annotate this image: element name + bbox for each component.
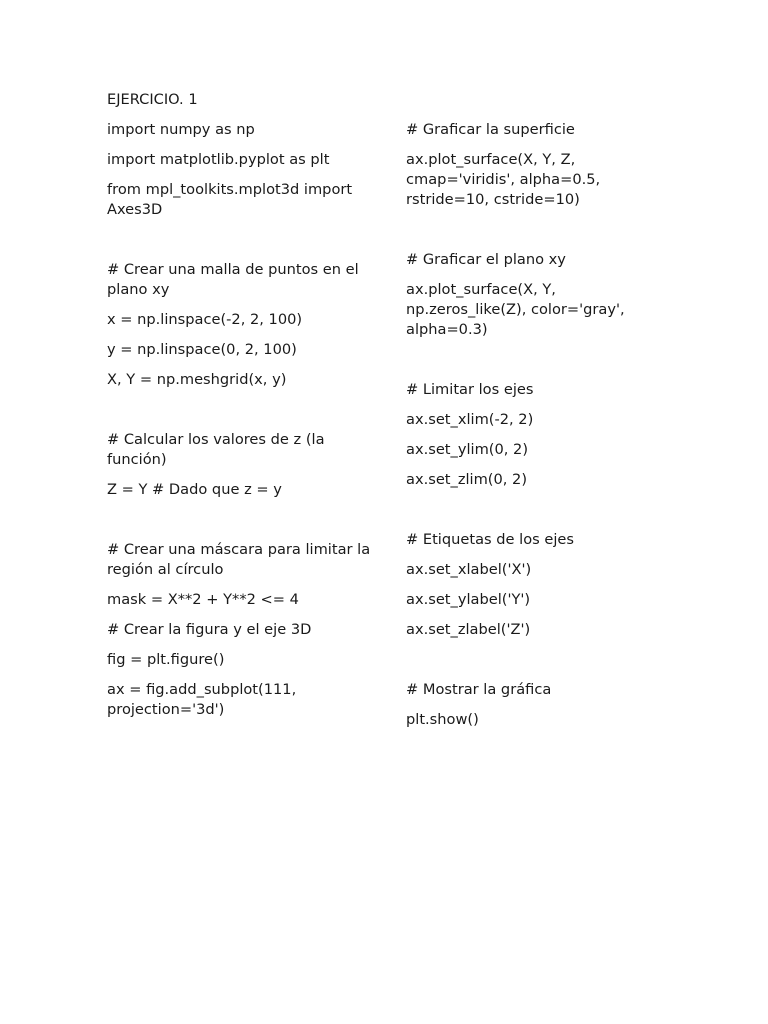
code-comment: # Calcular los valores de z (la función) — [107, 431, 325, 468]
blank-line — [107, 510, 377, 540]
code-line: ax.set_xlabel('X') — [406, 561, 532, 578]
code-line: ax.set_xlim(-2, 2) — [406, 411, 534, 428]
code-line: ax = fig.add_subplot(111, projection='3d') — [107, 681, 297, 718]
code-comment: # Crear la figura y el eje 3D — [107, 621, 312, 638]
code-line: ax.set_ylim(0, 2) — [406, 441, 529, 458]
code-comment: # Crear una máscara para limitar la región al círculo — [107, 541, 371, 578]
code-line: ax.plot_surface(X, Y, Z, cmap='viridis', alpha=0.5, rstride=10, cstride=10) — [406, 151, 601, 208]
code-line: x = np.linspace(-2, 2, 100) — [107, 311, 303, 328]
code-line: ax.set_zlim(0, 2) — [406, 471, 528, 488]
document-title: EJERCICIO. 1 — [107, 91, 198, 108]
code-comment: # Graficar el plano xy — [406, 251, 566, 268]
code-line: y = np.linspace(0, 2, 100) — [107, 341, 297, 358]
blank-line — [107, 400, 377, 430]
left-column — [107, 120, 377, 730]
code-line: mask = X**2 + Y**2 <= 4 — [107, 591, 299, 608]
blank-line — [107, 230, 377, 260]
code-comment: # Crear una malla de puntos en el plano xy — [107, 261, 359, 298]
right-column — [406, 120, 656, 740]
code-comment: # Mostrar la gráfica — [406, 681, 552, 698]
code-comment: # Limitar los ejes — [406, 381, 534, 398]
code-line: fig = plt.figure() — [107, 651, 225, 668]
code-line: ax.set_ylabel('Y') — [406, 591, 531, 608]
blank-line — [406, 220, 656, 250]
code-line: ax.set_zlabel('Z') — [406, 621, 531, 638]
blank-line — [406, 500, 656, 530]
blank-line — [406, 350, 656, 380]
code-line: Z = Y # Dado que z = y — [107, 481, 282, 498]
code-comment: # Etiquetas de los ejes — [406, 531, 574, 548]
code-line: import matplotlib.pyplot as plt — [107, 151, 330, 168]
code-comment: # Graficar la superficie — [406, 121, 575, 138]
code-line: plt.show() — [406, 711, 479, 728]
code-line: from mpl_toolkits.mplot3d import Axes3D — [107, 181, 353, 218]
code-line: X, Y = np.meshgrid(x, y) — [107, 371, 287, 388]
code-line: ax.plot_surface(X, Y, np.zeros_like(Z), color='gray', alpha=0.3) — [406, 281, 625, 338]
blank-line — [406, 650, 656, 680]
code-line: import numpy as np — [107, 121, 255, 138]
